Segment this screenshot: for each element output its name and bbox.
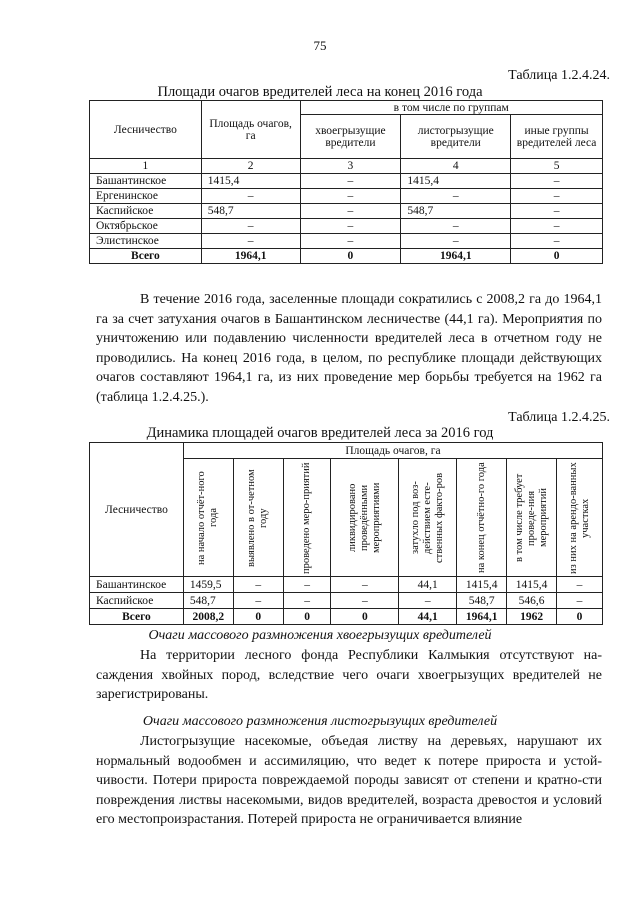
t1-cell: – bbox=[300, 234, 401, 249]
t2-cell: – bbox=[283, 577, 331, 593]
t1-cell: – bbox=[300, 204, 401, 219]
table2-title: Динамика площадей очагов вредителей леса за 2016 год bbox=[146, 425, 494, 441]
t1-cell: Ергенинское bbox=[90, 189, 202, 204]
t2-cell: – bbox=[331, 577, 399, 593]
t2-total-cell: 0 bbox=[557, 609, 603, 625]
table1-caption: Таблица 1.2.4.24. bbox=[508, 68, 610, 83]
t1-cell: 548,7 bbox=[401, 204, 511, 219]
t2-cell: Башантинское bbox=[90, 577, 184, 593]
t2-total-cell: 0 bbox=[331, 609, 399, 625]
t2-header-col bbox=[233, 459, 283, 577]
table-row bbox=[90, 234, 603, 249]
t2-cell: 1459,5 bbox=[183, 577, 233, 593]
page-number: 75 bbox=[313, 38, 327, 53]
table-row bbox=[90, 174, 603, 189]
table-row bbox=[90, 219, 603, 234]
t1-col-number: 5 bbox=[511, 159, 603, 174]
t2-cell: 1415,4 bbox=[507, 577, 557, 593]
paragraph-1: В течение 2016 года, заселенные площади сократились с 2008,2 га до 1964,1 га за счет затухания очагов в Башантинском лесничестве (44,1 га). Мероприятия по уничтожению или подавлению численности вредителей леса в отчетном году не проводились. На конец 2016 года, в целом, по республике площади действующих очагов составляют 1964,1 га, из них проведение мер борьбы требуется на 1962 га (таблица 1.2.4.25.). bbox=[96, 292, 602, 405]
t1-cell: – bbox=[401, 234, 511, 249]
t2-header-col-text: из них на арендо-ванных участках bbox=[567, 461, 591, 574]
t1-header-conifer: хвоегрызущие вредители bbox=[300, 115, 401, 159]
t2-header-area: Площадь очагов, га bbox=[183, 443, 602, 459]
t2-cell: Каспийское bbox=[90, 593, 184, 609]
t1-cell: 548,7 bbox=[201, 204, 300, 219]
t2-header-col-text: выявлено в от-четном году bbox=[246, 468, 270, 567]
t2-header-col-text: ликвидировано проведёнными мероприятиями bbox=[346, 482, 382, 553]
t2-header-col-text: на конец отчётно-го года bbox=[475, 462, 487, 573]
table-row bbox=[90, 593, 603, 609]
t2-cell: 546,6 bbox=[507, 593, 557, 609]
t1-cell: 1415,4 bbox=[201, 174, 300, 189]
t2-total-cell: 2008,2 bbox=[183, 609, 233, 625]
t1-total-cell: 1964,1 bbox=[201, 249, 300, 264]
t1-total-cell: 0 bbox=[300, 249, 401, 264]
table-row bbox=[90, 204, 603, 219]
t2-cell: – bbox=[557, 593, 603, 609]
t1-total-cell: 0 bbox=[511, 249, 603, 264]
paragraph-3: Листогрызущие насекомые, объедая листву на деревьях, нарушают их нормальный водообмен и ассимиляцию, что ведет к потере прироста и устой-чивости. Потери прироста повреждаемой породы зависят от степени и кратно-сти повреждения листвы насекомыми, видов вредителей, возраста древостоя и условий его местопроизрастания. Потерей прироста не ограничивается влияние bbox=[96, 734, 602, 827]
t2-total-cell: 1962 bbox=[507, 609, 557, 625]
t2-cell: 44,1 bbox=[399, 577, 457, 593]
t1-cell: Элистинское bbox=[90, 234, 202, 249]
t1-cell: – bbox=[201, 234, 300, 249]
t2-total-cell: 44,1 bbox=[399, 609, 457, 625]
t1-cell: – bbox=[201, 189, 300, 204]
t2-cell: 1415,4 bbox=[457, 577, 507, 593]
table1 bbox=[89, 100, 603, 264]
t2-cell: – bbox=[331, 593, 399, 609]
t2-cell: – bbox=[557, 577, 603, 593]
t2-cell: – bbox=[399, 593, 457, 609]
t1-cell: – bbox=[511, 234, 603, 249]
table-row bbox=[90, 189, 603, 204]
t2-cell: – bbox=[233, 593, 283, 609]
table2-caption: Таблица 1.2.4.25. bbox=[508, 410, 610, 425]
t1-cell: 1415,4 bbox=[401, 174, 511, 189]
section-heading-leaf: Очаги массового размножения листогрызущих вредителей bbox=[142, 714, 498, 729]
t2-total-cell: 0 bbox=[283, 609, 331, 625]
section-heading-conifer: Очаги массового размножения хвоегрызущих вредителей bbox=[148, 628, 492, 643]
t2-total-row bbox=[90, 609, 603, 625]
t2-header-col bbox=[507, 459, 557, 577]
t1-cell: – bbox=[511, 204, 603, 219]
t1-cell: Башантинское bbox=[90, 174, 202, 189]
t2-total-cell: 1964,1 bbox=[457, 609, 507, 625]
t1-cell: – bbox=[511, 219, 603, 234]
t2-total-cell: Всего bbox=[90, 609, 184, 625]
t2-header-col-text: затухло под воз-действием есте-ственных факто-ров bbox=[409, 472, 445, 563]
t1-cell: – bbox=[511, 189, 603, 204]
t2-header-col-text: на начало отчёт-ного года bbox=[196, 470, 220, 565]
t2-header-forestry: Лесничество bbox=[90, 443, 184, 577]
t2-cell: 548,7 bbox=[183, 593, 233, 609]
t1-cell: – bbox=[401, 219, 511, 234]
t1-cell: – bbox=[511, 174, 603, 189]
t1-col-number: 1 bbox=[90, 159, 202, 174]
t2-cell: – bbox=[283, 593, 331, 609]
t2-header-col bbox=[183, 459, 233, 577]
paragraph-2: На территории лесного фонда Республики Калмыкия отсутствуют на-саждения хвойных пород, вследствие чего очаги хвоегрызущих вредителей не зарегистрированы. bbox=[96, 648, 602, 702]
t1-col-number: 4 bbox=[401, 159, 511, 174]
t1-total-cell: 1964,1 bbox=[401, 249, 511, 264]
t2-header-col bbox=[399, 459, 457, 577]
t1-col-numbers-row bbox=[90, 159, 603, 174]
t1-cell: – bbox=[300, 189, 401, 204]
t2-header-col bbox=[557, 459, 603, 577]
t1-total-cell: Всего bbox=[90, 249, 202, 264]
t1-cell: Октябрьское bbox=[90, 219, 202, 234]
t1-cell: – bbox=[201, 219, 300, 234]
t2-cell: – bbox=[233, 577, 283, 593]
t2-total-cell: 0 bbox=[233, 609, 283, 625]
t1-header-groups: в том числе по группам bbox=[300, 101, 603, 115]
t2-cell: 548,7 bbox=[457, 593, 507, 609]
t1-cell: – bbox=[300, 219, 401, 234]
t2-header-col bbox=[331, 459, 399, 577]
table-row bbox=[90, 577, 603, 593]
t1-cell: Каспийское bbox=[90, 204, 202, 219]
table2 bbox=[89, 442, 603, 625]
t1-col-number: 2 bbox=[201, 159, 300, 174]
t1-cell: – bbox=[401, 189, 511, 204]
t2-header-col bbox=[283, 459, 331, 577]
t1-header-other: иные группы вредителей леса bbox=[511, 115, 603, 159]
t2-header-col-text: проведено меро-приятий bbox=[301, 461, 313, 574]
t1-header-leaf: листогрызущие вредители bbox=[401, 115, 511, 159]
t1-header-forestry: Лесничество bbox=[90, 101, 202, 159]
t1-cell: – bbox=[300, 174, 401, 189]
t1-total-row bbox=[90, 249, 603, 264]
t1-header-area: Площадь очагов, га bbox=[201, 101, 300, 159]
table1-title: Площади очагов вредителей леса на конец 2016 года bbox=[157, 84, 483, 100]
t2-header-col bbox=[457, 459, 507, 577]
t2-header-col-text: в том числе требует проведе-ния мероприятий bbox=[513, 473, 549, 562]
t1-col-number: 3 bbox=[300, 159, 401, 174]
